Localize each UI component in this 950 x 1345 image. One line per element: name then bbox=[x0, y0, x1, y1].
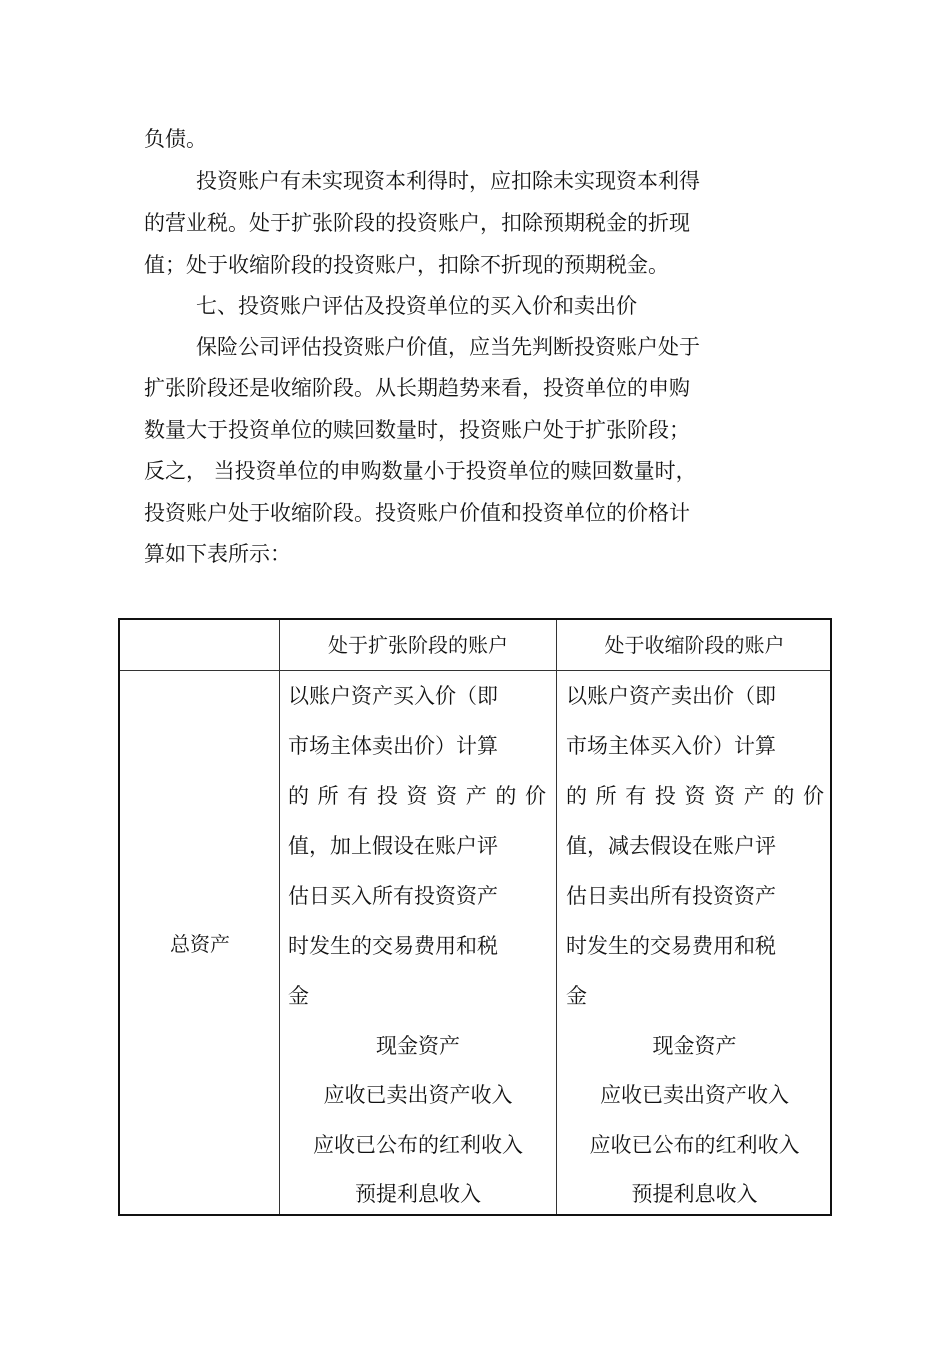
cell-text-line: 的所有投资资产的价 bbox=[566, 784, 824, 808]
asset-item: 应收已卖出资产收入 bbox=[600, 1083, 789, 1107]
paragraph-line: 扩张阶段还是收缩阶段。从长期趋势来看，投资单位的申购 bbox=[144, 376, 690, 400]
cell-text-line: 值，减去假设在账户评 bbox=[566, 834, 776, 858]
asset-item: 现金资产 bbox=[376, 1034, 460, 1058]
section-heading: 七、投资账户评估及投资单位的买入价和卖出价 bbox=[196, 294, 637, 318]
cell-text-line: 时发生的交易费用和税 bbox=[566, 934, 776, 958]
asset-item: 应收已卖出资产收入 bbox=[323, 1083, 513, 1107]
cell-text-line: 市场主体卖出价）计算 bbox=[288, 734, 498, 758]
valuation-table bbox=[118, 618, 832, 1216]
paragraph-line: 值；处于收缩阶段的投资账户，扣除不折现的预期税金。 bbox=[144, 253, 669, 277]
paragraph-line: 投资账户处于收缩阶段。投资账户价值和投资单位的价格计 bbox=[144, 501, 690, 525]
paragraph-line: 投资账户有未实现资本利得时，应扣除未实现资本利得 bbox=[196, 169, 700, 193]
paragraph-line: 数量大于投资单位的赎回数量时，投资账户处于扩张阶段； bbox=[144, 418, 690, 442]
paragraph-line: 负债。 bbox=[144, 127, 207, 151]
asset-item: 应收已公布的红利收入 bbox=[589, 1133, 800, 1157]
asset-item: 预提利息收入 bbox=[355, 1182, 481, 1206]
cell-text-line: 估日卖出所有投资资产 bbox=[566, 884, 776, 908]
header-empty-cell bbox=[120, 620, 279, 670]
header-expanding: 处于扩张阶段的账户 bbox=[328, 633, 508, 657]
cell-text-line: 时发生的交易费用和税 bbox=[288, 934, 498, 958]
paragraph-line: 的营业税。处于扩张阶段的投资账户，扣除预期税金的折现 bbox=[144, 211, 690, 235]
cell-text-line: 估日买入所有投资资产 bbox=[288, 884, 498, 908]
cell-text-line: 市场主体买入价）计算 bbox=[566, 734, 776, 758]
column-divider bbox=[556, 620, 557, 1214]
cell-text-line: 以账户资产卖出价（即 bbox=[566, 684, 776, 708]
cell-text-line: 金 bbox=[288, 984, 309, 1008]
cell-text-line: 金 bbox=[566, 984, 587, 1008]
paragraph-line: 算如下表所示： bbox=[144, 542, 291, 566]
asset-item: 现金资产 bbox=[652, 1034, 737, 1058]
cell-text-line: 以账户资产买入价（即 bbox=[288, 684, 498, 708]
paragraph-line: 反之， 当投资单位的申购数量小于投资单位的赎回数量时， bbox=[144, 459, 697, 483]
header-contracting: 处于收缩阶段的账户 bbox=[604, 633, 785, 657]
row-label-total-assets: 总资产 bbox=[170, 931, 230, 956]
asset-item: 应收已公布的红利收入 bbox=[313, 1133, 523, 1157]
cell-text-line: 的所有投资资产的价 bbox=[288, 784, 546, 808]
asset-item: 预提利息收入 bbox=[631, 1182, 758, 1206]
cell-text-line: 值，加上假设在账户评 bbox=[288, 834, 498, 858]
paragraph-line: 保险公司评估投资账户价值，应当先判断投资账户处于 bbox=[196, 335, 700, 359]
